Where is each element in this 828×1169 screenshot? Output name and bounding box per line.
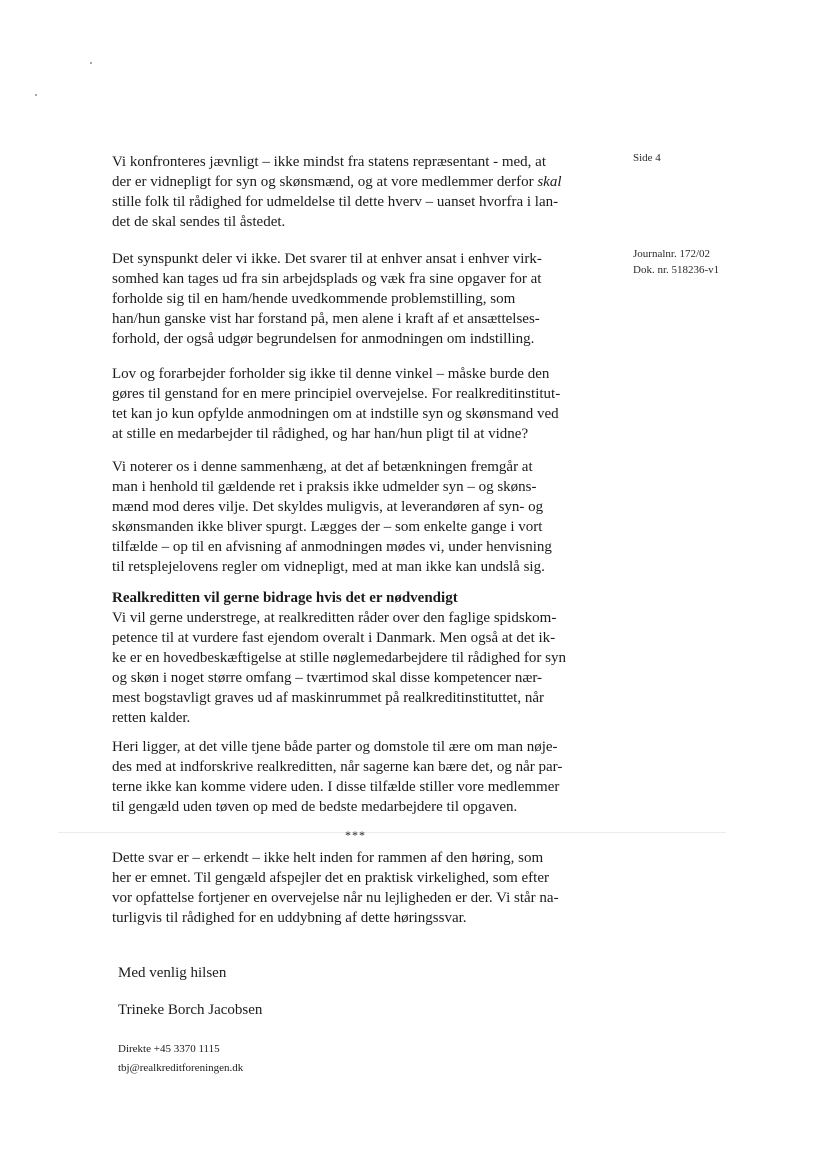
- text-line: Lov og forarbejder forholder sig ikke til denne vinkel – måske burde den: [112, 366, 550, 382]
- text-line: retten kalder.: [112, 710, 191, 726]
- text-line: til retsplejelovens regler om vidnepligt, med at man ikke kan undslå sig.: [112, 559, 545, 575]
- scan-speck: [90, 62, 92, 64]
- text-line: til gengæld uden tøven op med de bedste medarbejdere til opgaven.: [112, 799, 518, 815]
- text-line: Det synspunkt deler vi ikke. Det svarer til at enhver ansat i enhver virk-: [112, 251, 542, 267]
- text-line: stille folk til rådighed for udmeldelse til dette hverv – uanset hvorfra i lan-: [112, 194, 559, 210]
- text-line: mænd mod deres vilje. Det skyldes muligvis, at leverandøren af syn- og: [112, 499, 544, 515]
- text-line: man i henhold til gældende ret i praksis ikke udmelder syn – og skøns-: [112, 479, 537, 495]
- text-line: vor opfattelse fortjener en overvejelse når nu lejligheden er der. Vi står na-: [112, 890, 559, 906]
- paragraph-4: [112, 457, 598, 577]
- paragraph-5: [112, 608, 598, 728]
- text-line: petence til at vurdere fast ejendom overalt i Danmark. Men også at det ik-: [112, 630, 556, 646]
- scan-divider-line: [58, 832, 726, 833]
- contact-block: [118, 1040, 243, 1078]
- direct-phone: Direkte +45 3370 1115: [118, 1043, 220, 1055]
- text-line: forholde sig til en ham/hende uvedkommende problemstilling, som: [112, 291, 516, 307]
- section-separator: ***: [345, 828, 366, 842]
- text-line: des med at indforskrive realkreditten, når sagerne kan bære det, og når par-: [112, 759, 563, 775]
- section-heading: Realkreditten vil gerne bidrage hvis det er nødvendigt: [112, 590, 458, 606]
- signatory-name: Trineke Borch Jacobsen: [118, 1002, 263, 1018]
- journal-number: Journalnr. 172/02: [633, 248, 710, 260]
- email-address: tbj@realkreditforeningen.dk: [118, 1062, 244, 1074]
- journal-meta: [633, 246, 719, 278]
- paragraph-6: [112, 737, 598, 817]
- paragraph-7: [112, 848, 598, 928]
- text-line: han/hun ganske vist har forstand på, men alene i kraft af et ansættelses-: [112, 311, 540, 327]
- text-line: mest bogstavligt graves ud af maskinrummet på realkreditinstituttet, når: [112, 690, 544, 706]
- text-line: tilfælde – op til en afvisning af anmodningen mødes vi, under henvisning: [112, 539, 552, 555]
- text-line: Heri ligger, at det ville tjene både parter og domstole til ære om man nøje-: [112, 739, 558, 755]
- text-line: terne ikke kan komme videre uden. I disse tilfælde stiller vore medlemmer: [112, 779, 560, 795]
- text-line: det de skal sendes til åstedet.: [112, 214, 286, 230]
- text-line: Vi konfronteres jævnligt – ikke mindst fra statens repræsentant - med, at: [112, 154, 547, 170]
- paragraph-2: [112, 249, 598, 349]
- text-line: forhold, der også udgør begrundelsen for anmodningen om indstilling.: [112, 331, 535, 347]
- text-line: at stille en medarbejder til rådighed, og har han/hun pligt til at vidne?: [112, 426, 529, 442]
- closing-greeting: Med venlig hilsen: [118, 965, 227, 981]
- text-line: ke er en hovedbeskæftigelse at stille nøglemedarbejdere til rådighed for syn: [112, 650, 567, 666]
- text-line: tet kan jo kun opfylde anmodningen om at indstille syn og skønsmand ved: [112, 406, 559, 422]
- text-line: turligvis til rådighed for en uddybning af dette høringssvar.: [112, 910, 467, 926]
- paragraph-3: [112, 364, 598, 444]
- paragraph-1: [112, 152, 598, 232]
- text-line: skønsmanden ikke bliver spurgt. Lægges der – som enkelte gange i vort: [112, 519, 543, 535]
- text-line: somhed kan tages ud fra sin arbejdsplads og væk fra sine opgaver for at: [112, 271, 542, 287]
- document-number: Dok. nr. 518236-v1: [633, 264, 720, 276]
- text-line: her er emnet. Til gengæld afspejler det en praktisk virkelighed, som efter: [112, 870, 549, 886]
- page-number: Side 4: [633, 152, 661, 164]
- text-fragment: der er vidnepligt for syn og skønsmænd, og at vore medlemmer derfor: [112, 174, 538, 190]
- scan-speck: [35, 94, 37, 96]
- text-line: [112, 172, 598, 192]
- text-line: Vi noterer os i denne sammenhæng, at det af betænkningen fremgår at: [112, 459, 533, 475]
- text-line: og skøn i noget større omfang – tværtimod skal disse kompetencer nær-: [112, 670, 543, 686]
- emphasized-word: skal: [537, 174, 562, 190]
- text-line: Vi vil gerne understrege, at realkreditten råder over den faglige spidskom-: [112, 610, 557, 626]
- text-line: Dette svar er – erkendt – ikke helt inden for rammen af den høring, som: [112, 850, 544, 866]
- text-line: gøres til genstand for en mere principiel overvejelse. For realkreditinstitut-: [112, 386, 561, 402]
